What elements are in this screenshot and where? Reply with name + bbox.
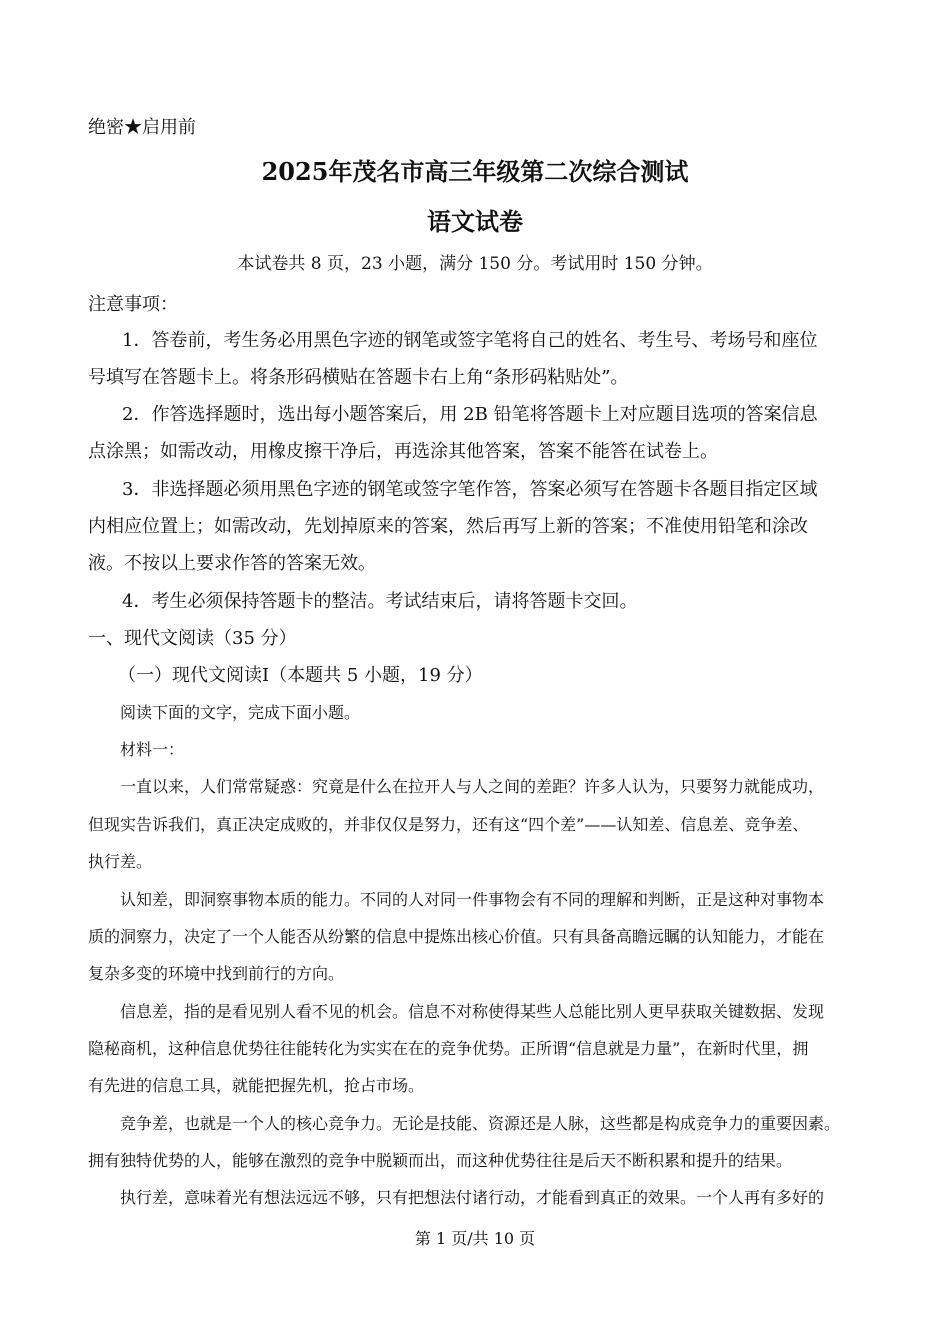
section-heading: 一、现代文阅读（35 分）	[88, 628, 297, 649]
passage-line: 执行差，意味着光有想法远远不够，只有把想法付诸行动，才能看到真正的效果。一个人再有多好的	[120, 1188, 825, 1207]
notes-line: 液。不按以上要求作答的答案无效。	[88, 553, 376, 574]
passage-line: 认知差，即洞察事物本质的能力。不同的人对同一件事物会有不同的理解和判断，正是这种对事物本	[120, 890, 825, 909]
notes-line: 号填写在答题卡上。将条形码横贴在答题卡右上角“条形码粘贴处”。	[88, 367, 629, 388]
material-label: 材料一：	[120, 740, 185, 759]
passage-line: 拥有独特优势的人，能够在激烈的竞争中脱颖而出，而这种优势往往是后天不断积累和提升的结果。	[88, 1151, 793, 1170]
section-subheading: （一）现代文阅读Ⅰ（本题共 5 小题，19 分）	[118, 665, 483, 686]
reading-instruction: 阅读下面的文字，完成下面小题。	[120, 703, 361, 722]
exam-title: 2025年茂名市高三年级第二次综合测试	[261, 157, 689, 186]
passage-line: 复杂多变的环境中找到前行的方向。	[88, 964, 345, 983]
notes-line: 内相应位置上；如需改动，先划掉原来的答案，然后再写上新的答案；不准使用铅笔和涂改	[88, 516, 808, 537]
passage-line: 隐秘商机，这种信息优势往往能转化为实实在在的竞争优势。正所谓“信息就是力量”，在新时代里，拥	[88, 1039, 809, 1058]
notes-line: 3．非选择题必须用黑色字迹的钢笔或签字笔作答，答案必须写在答题卡各题目指定区域	[122, 479, 818, 500]
notes-line: 1．答卷前，考生务必用黑色字迹的钢笔或签字笔将自己的姓名、考生号、考场号和座位	[122, 330, 818, 351]
passage-line: 执行差。	[88, 852, 153, 871]
notes-line: 2．作答选择题时，选出每小题答案后，用 2B 铅笔将答题卡上对应题目选项的答案信息	[122, 404, 818, 425]
notes-line: 点涂黑；如需改动，用橡皮擦干净后，再选涂其他答案，答案不能答在试卷上。	[88, 441, 718, 462]
passage-line: 竞争差，也就是一个人的核心竞争力。无论是技能、资源还是人脉，这些都是构成竞争力的重要因素。	[120, 1114, 841, 1133]
passage-line: 有先进的信息工具，就能把握先机，抢占市场。	[88, 1076, 425, 1095]
confidential-label: 绝密★启用前	[88, 117, 196, 138]
passage-line: 信息差，指的是看见别人看不见的机会。信息不对称使得某些人总能比别人更早获取关键数据、发现	[120, 1002, 825, 1021]
page-number: 第 1 页/共 10 页	[414, 1229, 536, 1248]
exam-subtitle: 语文试卷	[427, 207, 523, 236]
notes-heading: 注意事项：	[88, 294, 178, 315]
passage-line: 但现实告诉我们，真正决定成败的，并非仅仅是努力，还有这“四个差”——认知差、信息差、竞争差、	[88, 815, 809, 834]
passage-line: 质的洞察力，决定了一个人能否从纷繁的信息中提炼出核心价值。只有具备高瞻远瞩的认知能力，才能在	[88, 927, 825, 946]
notes-line: 4．考生必须保持答题卡的整洁。考试结束后，请将答题卡交回。	[122, 591, 638, 612]
passage-line: 一直以来，人们常常疑惑：究竟是什么在拉开人与人之间的差距？许多人认为，只要努力就能成功，	[120, 777, 825, 796]
exam-info: 本试卷共 8 页，23 小题，满分 150 分。考试用时 150 分钟。	[237, 254, 713, 274]
